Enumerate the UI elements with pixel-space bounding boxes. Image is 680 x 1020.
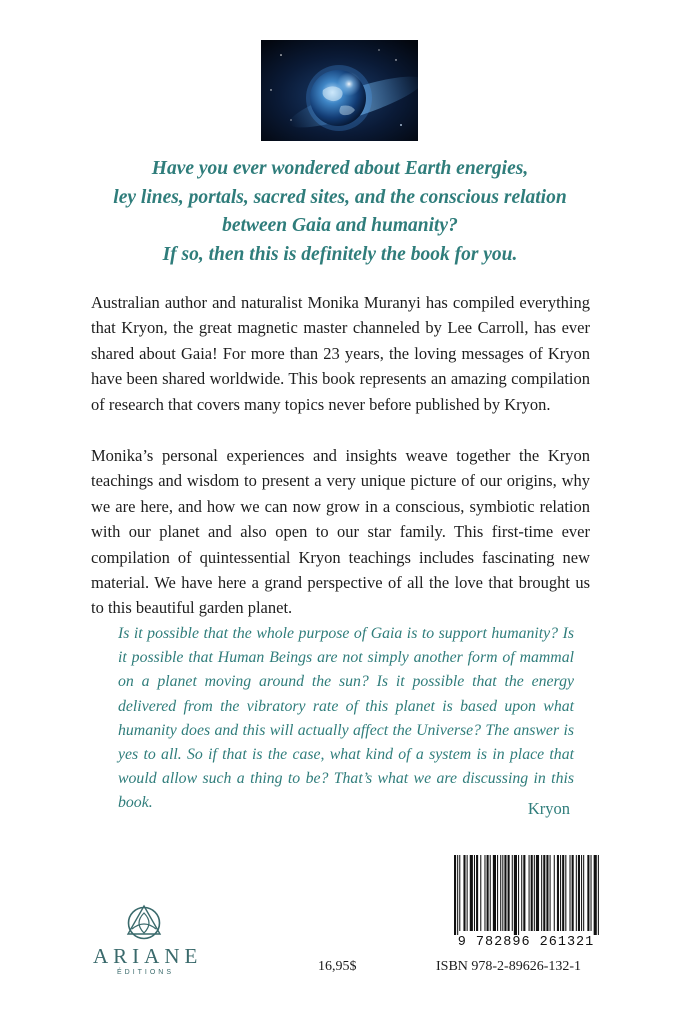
triangle-circle-knot-icon xyxy=(124,903,164,941)
quote-attribution: Kryon xyxy=(527,799,570,818)
publisher-subtitle: ÉDITIONS xyxy=(116,969,175,976)
description-paragraph: Australian author and naturalist Monika Muranyi has compiled everything that Kryon, the great magnetic master channeled by Lee Carroll, has ever shared about Gaia! For more than 23 years, the loving messages of Kryon have been shared worldwide. This book represents an amazing compilation of research that covers many topics never before published by Kryon. xyxy=(91,293,590,414)
barcode-bars xyxy=(450,853,602,935)
headline-line: ley lines, portals, sacred sites, and the conscious relation xyxy=(113,186,567,208)
publisher-name: ARIANE xyxy=(93,944,203,968)
earth-in-space-image xyxy=(261,40,418,141)
publisher-logo xyxy=(88,903,203,976)
kryon-quote: Is it possible that the whole purpose of Gaia is to support humanity? Is it possible that Human Beings are not simply another form of mammal on a planet moving around the sun? Is it possible that the energy delivered from the vibratory rate of this planet is based upon what humanity does and this will actually affect the Universe? The answer is yes to all. So if that is the case, what kind of a system is in place that would allow such a thing to be? That’s what we are discussing in this book. xyxy=(118,625,574,812)
isbn-label: ISBN 978-2-89626-132-1 xyxy=(436,959,582,974)
headline-line: between Gaia and humanity? xyxy=(222,215,458,236)
barcode xyxy=(450,853,602,958)
headline-line: If so, then this is definitely the book for you. xyxy=(162,243,518,265)
headline-line: Have you ever wondered about Earth energies, xyxy=(151,158,529,179)
price-label: 16,95$ xyxy=(318,959,357,974)
description-paragraph: Monika’s personal experiences and insights weave together the Kryon teachings and wisdom to present a very unique picture of our origins, why we are here, and how we can now grow in a conscious, symbiotic relation with our planet and also open to our star family. This first-time ever compilation of quintessential Kryon teachings includes fascinating new material. We have here a grand perspective of all the love that brought us to this beautiful garden planet. xyxy=(91,446,590,618)
headline xyxy=(60,155,620,269)
barcode-digits: 9 782896 261321 xyxy=(457,935,595,950)
